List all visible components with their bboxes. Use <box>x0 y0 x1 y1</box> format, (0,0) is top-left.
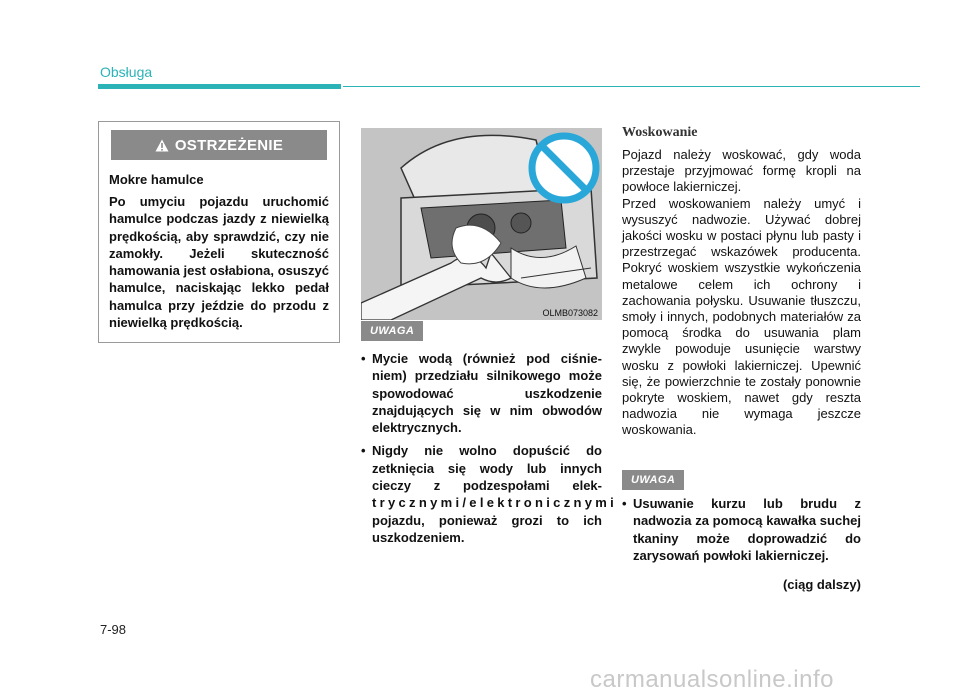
watermark: carmanualsonline.info <box>590 666 834 693</box>
paragraph: Przed woskowaniem należy umyć i wysuszyć nadwozie. Używać dobrej jakości wosku w postaci płynu lub pasty i przestrzegać wskazówek producenta. Pokryć woskiem wszystkie wykończenia metalowe celem ich ochrony i zachowania połysku. Usuwanie tłuszczu, smoły i innych, podobnych materiałów za pomocą środka do usuwania plam zwykle powoduje usunięcie warstwy wosku z powłoki lakierniczej. Upewnić się, że powierzchnie te zostały ponownie pokryte woskiem, nawet gdy reszta nadwozia nie wymaga jeszcze woskowania. <box>622 195 861 438</box>
continued-label: (ciąg dalszy) <box>782 577 861 592</box>
waxing-heading: Woskowanie <box>622 125 698 140</box>
warning-title: Mokre hamulce <box>109 172 204 187</box>
warning-heading: OSTRZEŻENIE <box>174 136 284 154</box>
warning-body: Po umyciu pojazdu uruchomić hamulce podczas jazdy z niewielką prędkością, aby sprawdzić, czy nie zamokły. Jeżeli skuteczność hamowania jest osłabiona, osuszyć hamulce, naciskając lekko pedał hamulca przy jeździe do przodu z niewielką prędkością. <box>109 194 329 331</box>
page-number: 7-98 <box>100 622 127 637</box>
figure-id: OLMB073082 <box>542 308 598 318</box>
notice-badge: UWAGA <box>361 321 423 341</box>
list-item: • Usuwanie kurzu lub brudu z nadwozia za pomocą kawałka suchej tkaniny może doprowadzić do zarysowań powłoki lakierniczej. <box>622 495 861 564</box>
notice-badge: UWAGA <box>622 470 684 490</box>
engine-bay-illustration <box>361 128 602 320</box>
section-title: Obsługa <box>100 64 153 80</box>
paragraph: Pojazd należy woskować, gdy woda przestaje przyjmować formę kropli na powłoce lakierniczej. <box>622 147 861 195</box>
header-accent-bar <box>98 84 341 89</box>
warning-header <box>111 130 327 160</box>
warning-triangle-icon <box>155 139 169 152</box>
car-wash-illustration <box>361 128 602 320</box>
list-item-text: trycznymi/elektronicznymi <box>372 495 618 511</box>
waxing-body <box>622 147 861 439</box>
list-item-text: pojazdu, ponieważ grozi to ich uszkodzeniem. <box>372 512 602 545</box>
list-item-text: Nigdy nie wolno dopuścić do zetknięcia się wody lub innych cieczy z podzespołami elek- <box>372 443 602 494</box>
notice-list <box>622 495 861 564</box>
list-item <box>361 442 618 546</box>
warning-box <box>98 121 340 343</box>
header-rule <box>343 86 920 87</box>
notice-list <box>361 350 618 552</box>
list-item: • Mycie wodą (również pod ciśnieniem) przedziału silnikowego może spowodować uszkodzenie znajdujących się w nim obwodów elektrycznych. <box>361 350 602 436</box>
